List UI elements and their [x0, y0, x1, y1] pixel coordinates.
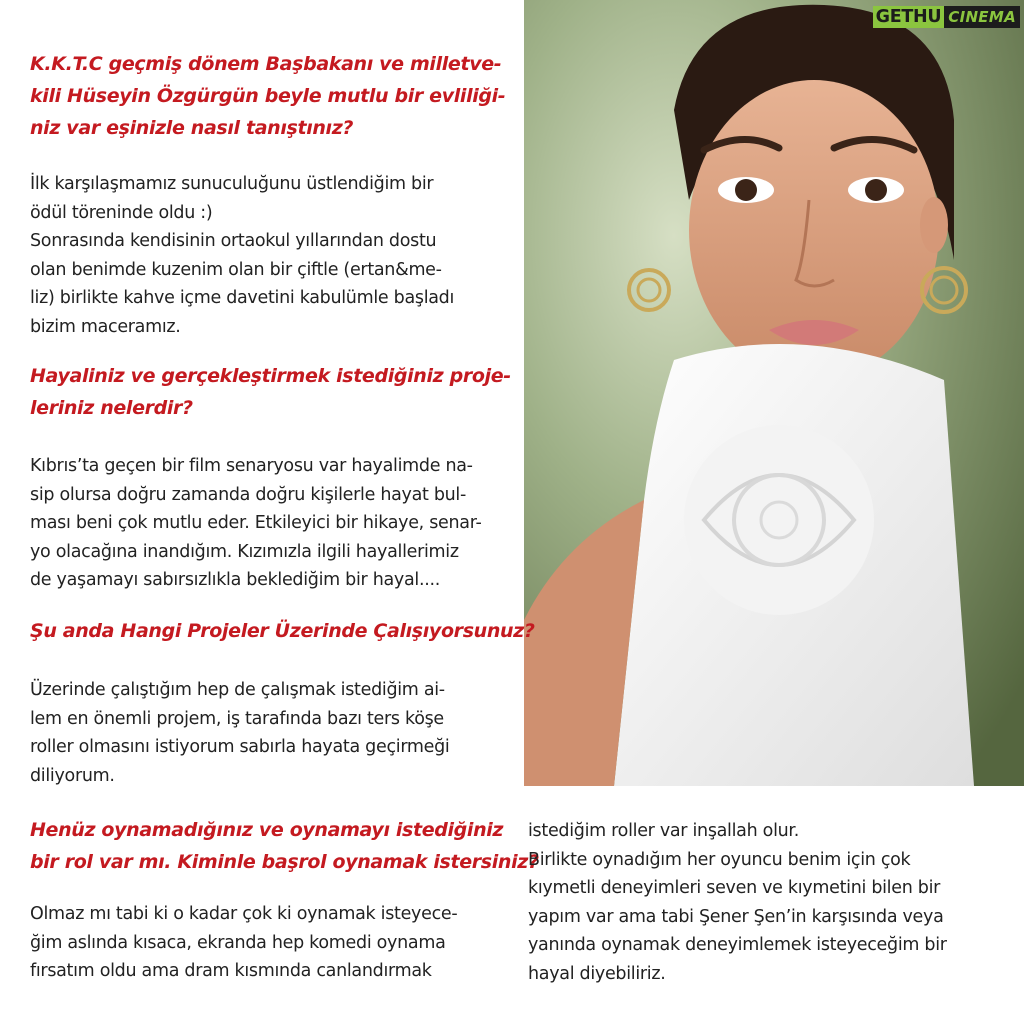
- answer-4-continued: [528, 817, 998, 988]
- answer-line: lem en önemli projem, iş tarafında bazı ters köşe: [30, 708, 444, 729]
- question-2: [30, 360, 511, 424]
- question-line: leriniz nelerdir?: [30, 397, 193, 419]
- question-line: Hayaliniz ve gerçekleştirmek istediğiniz proje-: [30, 365, 511, 387]
- portrait-illustration: [524, 0, 1024, 786]
- answer-line: hayal diyebiliriz.: [528, 963, 666, 984]
- answer-line: İlk karşılaşmamız sunuculuğunu üstlendiğim bir: [30, 174, 434, 194]
- question-line: K.K.T.C geçmiş dönem Başbakanı ve milletve-: [30, 53, 502, 75]
- logo-part-2: CINEMA: [944, 6, 1020, 28]
- answer-line: ödül töreninde oldu :): [30, 202, 213, 223]
- answer-line: bizim maceramız.: [30, 316, 181, 337]
- answer-1: [30, 170, 454, 341]
- portrait-photo: [524, 0, 1024, 786]
- question-line: bir rol var mı. Kiminle başrol oynamak istersiniz?: [30, 851, 539, 873]
- answer-line: liz) birlikte kahve içme davetini kabulümle başladı: [30, 288, 455, 308]
- answer-line: olan benimde kuzenim olan bir çiftle (ertan&me-: [30, 259, 442, 280]
- answer-line: Olmaz mı tabi ki o kadar çok ki oynamak isteyece-: [30, 904, 458, 924]
- question-line: kili Hüseyin Özgürgün beyle mutlu bir evliliği-: [30, 85, 506, 107]
- answer-line: yapım var ama tabi Şener Şen’in karşısında veya: [528, 906, 944, 927]
- logo-part-1: GETHU: [873, 6, 945, 28]
- answer-2: [30, 452, 481, 595]
- answer-line: roller olmasını istiyorum sabırla hayata geçirmeği: [30, 737, 450, 757]
- question-line: Henüz oynamadığınız ve oynamayı istediğiniz: [30, 819, 504, 841]
- answer-line: istediğim roller var inşallah olur.: [528, 821, 799, 841]
- gethucinema-logo: [873, 6, 1020, 28]
- answer-line: ğim aslında kısaca, ekranda hep komedi oynama: [30, 932, 446, 953]
- question-line: niz var eşinizle nasıl tanıştınız?: [30, 117, 354, 139]
- question-1: [30, 48, 505, 144]
- question-line: Şu anda Hangi Projeler Üzerinde Çalışıyorsunuz?: [30, 620, 535, 642]
- answer-line: sip olursa doğru zamanda doğru kişilerle hayat bul-: [30, 484, 467, 505]
- answer-line: Üzerinde çalıştığım hep de çalışmak istediğim ai-: [30, 680, 445, 700]
- answer-line: fırsatım oldu ama dram kısmında canlandırmak: [30, 961, 432, 981]
- answer-line: Kıbrıs’ta geçen bir film senaryosu var hayalimde na-: [30, 456, 473, 476]
- question-4: [30, 814, 539, 878]
- answer-line: yanında oynamak deneyimlemek isteyeceğim bir: [528, 935, 947, 955]
- answer-line: kıymetli deneyimleri seven ve kıymetini bilen bir: [528, 878, 941, 898]
- answer-line: ması beni çok mutlu eder. Etkileyici bir hikaye, senar-: [30, 513, 482, 533]
- answer-line: Birlikte oynadığım her oyuncu benim için çok: [528, 849, 911, 870]
- interview-right-column: [528, 817, 998, 988]
- answer-4: [30, 900, 457, 986]
- answer-line: yo olacağına inandığım. Kızımızla ilgili hayallerimiz: [30, 541, 459, 562]
- answer-line: diliyorum.: [30, 765, 115, 786]
- answer-line: Sonrasında kendisinin ortaokul yıllarından dostu: [30, 231, 437, 251]
- answer-3: [30, 676, 450, 790]
- question-3: [30, 615, 535, 647]
- answer-line: de yaşamayı sabırsızlıkla beklediğim bir hayal....: [30, 570, 441, 590]
